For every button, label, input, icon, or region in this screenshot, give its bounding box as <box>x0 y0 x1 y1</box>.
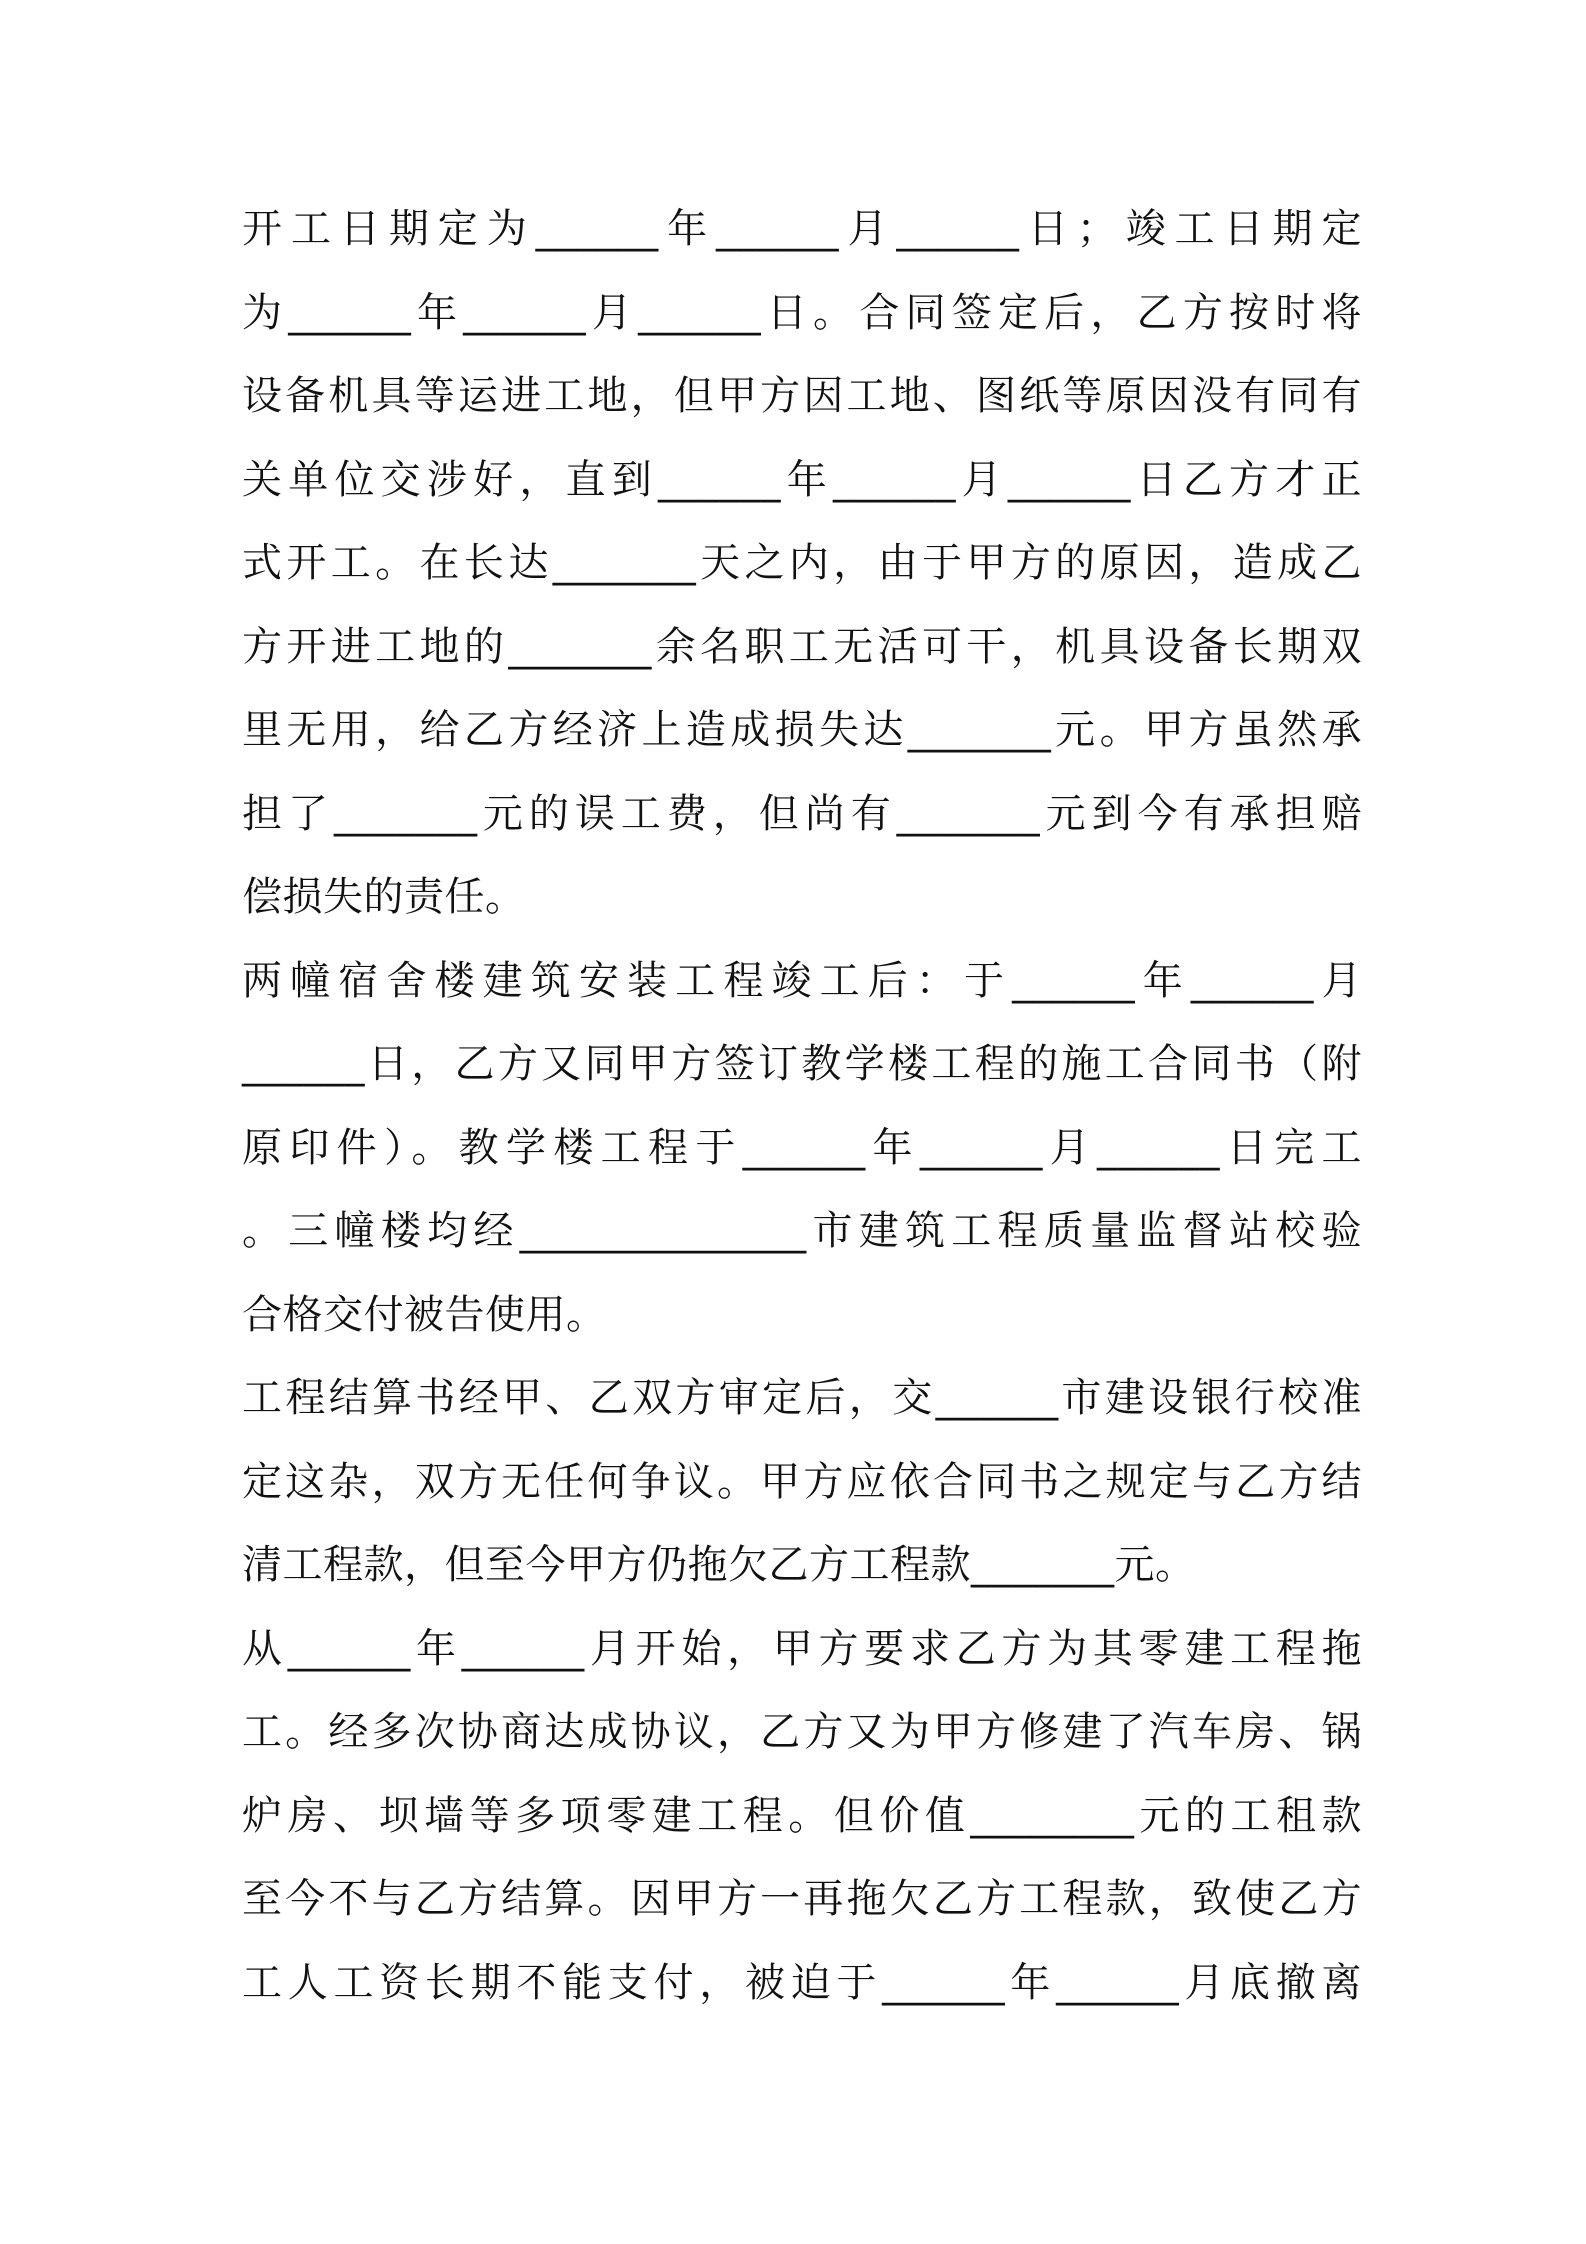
text-line: 两幢宿舍楼建筑安装工程竣工后：于______年______月 <box>242 957 1362 1004</box>
text-line: 开工日期定为______年______月______日；竣工日期定 <box>242 206 1362 252</box>
text-line: ______日，乙方又同甲方签订教学楼工程的施工合同书（附 <box>242 1041 1362 1087</box>
contract-text-block <box>242 188 1362 2025</box>
text-line: 至今不与乙方结算。因甲方一再拖欠乙方工程款，致使乙方 <box>242 1876 1362 1922</box>
text-line: 关单位交涉好，直到______年______月______日乙方才正 <box>242 456 1362 503</box>
text-line: 担了_______元的误工费，但尚有_______元到今有承担赔 <box>242 790 1362 837</box>
text-line: 。三幢楼均经______________市建筑工程质量监督站校验 <box>242 1208 1362 1254</box>
text-line: 清工程款，但至今甲方仍拖欠乙方工程款_______元。 <box>242 1542 1196 1588</box>
text-line: 偿损失的责任。 <box>242 874 526 920</box>
text-line: 为______年______月______日。合同签定后，乙方按时将 <box>242 289 1362 336</box>
text-line: 方开进工地的_______余名职工无活可干，机具设备长期双 <box>242 623 1362 670</box>
text-line: 里无用，给乙方经济上造成损失达_______元。甲方虽然承 <box>242 707 1362 753</box>
text-line: 工。经多次协商达成协议，乙方又为甲方修建了汽车房、锅 <box>242 1709 1362 1755</box>
text-line: 原印件）。教学楼工程于______年______月______日完工 <box>242 1124 1362 1171</box>
text-line: 工人工资长期不能支付，被迫于______年______月底撤离 <box>242 1959 1362 2006</box>
text-line: 从______年______月开始，甲方要求乙方为其零建工程拖 <box>242 1625 1362 1672</box>
text-line: 合格交付被告使用。 <box>242 1291 607 1338</box>
text-line: 定这杂，双方无任何争议。甲方应依合同书之规定与乙方结 <box>242 1458 1362 1505</box>
text-line: 设备机具等运进工地，但甲方因工地、图纸等原因没有同有 <box>242 373 1362 419</box>
text-line: 工程结算书经甲、乙双方审定后，交______市建设银行校准 <box>242 1375 1362 1421</box>
text-line: 炉房、坝墙等多项零建工程。但价值________元的工租款 <box>242 1792 1362 1839</box>
text-line: 式开工。在长达_______天之内，由于甲方的原因，造成乙 <box>242 540 1362 586</box>
